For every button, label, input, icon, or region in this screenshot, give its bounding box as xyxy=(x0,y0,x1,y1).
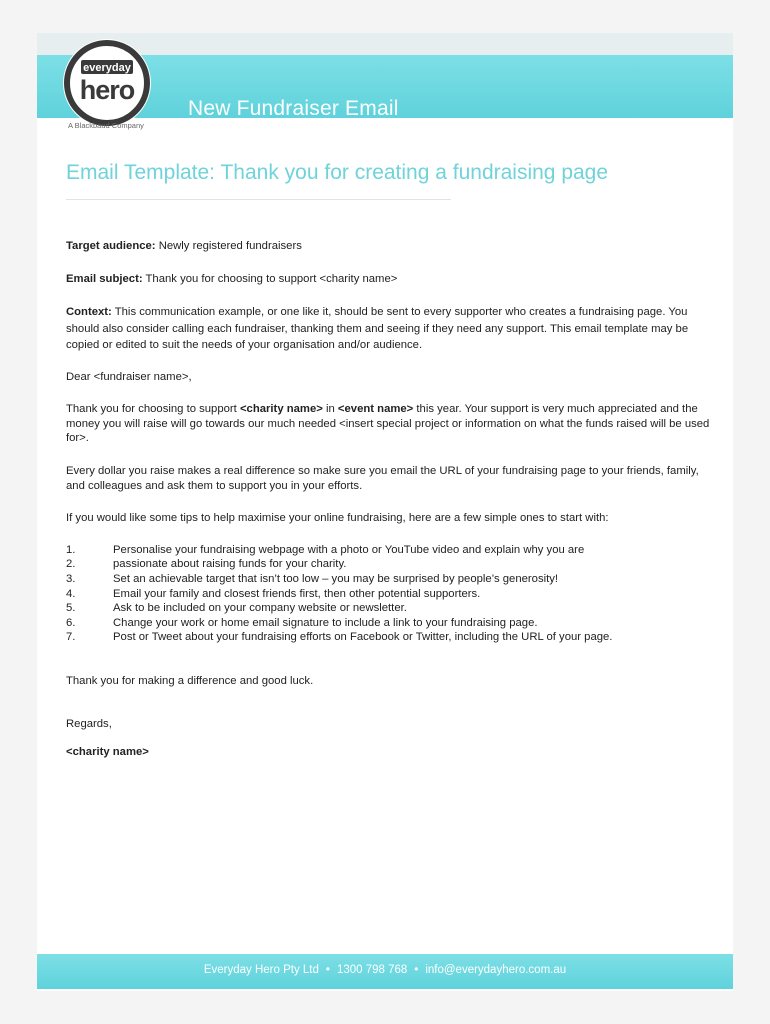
list-number: 7. xyxy=(66,631,76,644)
list-item xyxy=(66,587,716,602)
context-label: Context: xyxy=(66,306,112,319)
list-text: Change your work or home email signature to include a link to your fundraising page. xyxy=(113,616,538,629)
document-page xyxy=(37,33,733,991)
footer-separator: • xyxy=(414,964,419,976)
svg-text:hero: hero xyxy=(79,75,135,105)
list-text: passionate about raising funds for your charity. xyxy=(113,558,347,571)
document-title: Email Template: Thank you for creating a fundraising page xyxy=(66,161,609,184)
footer-contact xyxy=(37,964,733,976)
list-text: Ask to be included on your company website or newsletter. xyxy=(113,602,407,615)
list-item xyxy=(66,543,716,558)
target-audience-label: Target audience: xyxy=(66,240,156,252)
list-item xyxy=(66,557,716,572)
regards: Regards, xyxy=(66,717,112,730)
closing-line: Thank you for making a difference and good luck. xyxy=(66,675,314,687)
logo-tagline: A Blackbaud Company xyxy=(68,121,144,130)
list-item xyxy=(66,601,716,616)
tips-list xyxy=(66,543,716,645)
footer-email: info@everydayhero.com.au xyxy=(425,964,567,976)
thanks-paragraph xyxy=(66,402,716,446)
context xyxy=(66,304,716,354)
footer-company: Everyday Hero Pty Ltd xyxy=(203,964,319,976)
email-content xyxy=(66,239,716,760)
list-text: Set an achievable target that isn’t too low – you may be surprised by people’s generosity! xyxy=(113,573,559,586)
footer-band xyxy=(37,954,733,989)
title-divider xyxy=(66,199,451,200)
thanks-text-start: Thank you for choosing to support xyxy=(66,403,240,416)
list-text: Email your family and closest friends first, then other potential supporters. xyxy=(113,587,481,600)
list-number: 1. xyxy=(66,543,76,556)
list-item xyxy=(66,630,716,645)
svg-text:everyday: everyday xyxy=(83,62,131,74)
everyday-hero-logo xyxy=(61,37,153,129)
list-number: 5. xyxy=(66,602,76,615)
list-text: Personalise your fundraising webpage with a photo or YouTube video and explain why you are xyxy=(113,543,585,556)
list-number: 3. xyxy=(66,573,76,586)
signature: <charity name> xyxy=(66,746,149,759)
list-item xyxy=(66,616,716,631)
tips-intro: If you would like some tips to help maximise your online fundraising, here are a few simple ones to start with: xyxy=(66,512,609,525)
charity-name-placeholder: <charity name> xyxy=(239,403,323,416)
event-name-placeholder: <event name> xyxy=(337,403,414,416)
footer-phone: 1300 798 768 xyxy=(336,964,408,976)
context-value: This communication example, or one like it, should be sent to every supporter who creates a fundraising page. You should also consider calling each fundraiser, thanking them and seeing if they need any support. This email template may be copied or edited to suit the needs of your organisation and/or audience. xyxy=(66,306,689,352)
target-audience xyxy=(66,239,716,254)
header-title: New Fundraiser Email xyxy=(188,97,399,120)
thanks-text-end: this year. Your support is very much appreciated and the money you will raise will go towards our much needed <insert special project or information on what the funds raised will be used for>. xyxy=(66,403,710,445)
list-number: 2. xyxy=(66,558,76,571)
list-number: 4. xyxy=(66,587,76,600)
email-subject-label: Email subject: xyxy=(66,272,143,285)
target-audience-value: Newly registered fundraisers xyxy=(155,240,302,252)
footer-separator: • xyxy=(325,964,330,976)
email-subject xyxy=(66,272,716,287)
list-text: Post or Tweet about your fundraising efforts on Facebook or Twitter, including the URL of your page. xyxy=(113,631,613,644)
email-subject-value: Thank you for choosing to support <charity name> xyxy=(142,272,398,285)
greeting: Dear <fundraiser name>, xyxy=(66,370,192,383)
list-item xyxy=(66,572,716,587)
list-number: 6. xyxy=(66,616,76,629)
thanks-text-in: in xyxy=(322,403,338,416)
dollar-paragraph: Every dollar you raise makes a real difference so make sure you email the URL of your fundraising page to your friends, family, and colleagues and ask them to support you in your efforts. xyxy=(66,465,699,492)
